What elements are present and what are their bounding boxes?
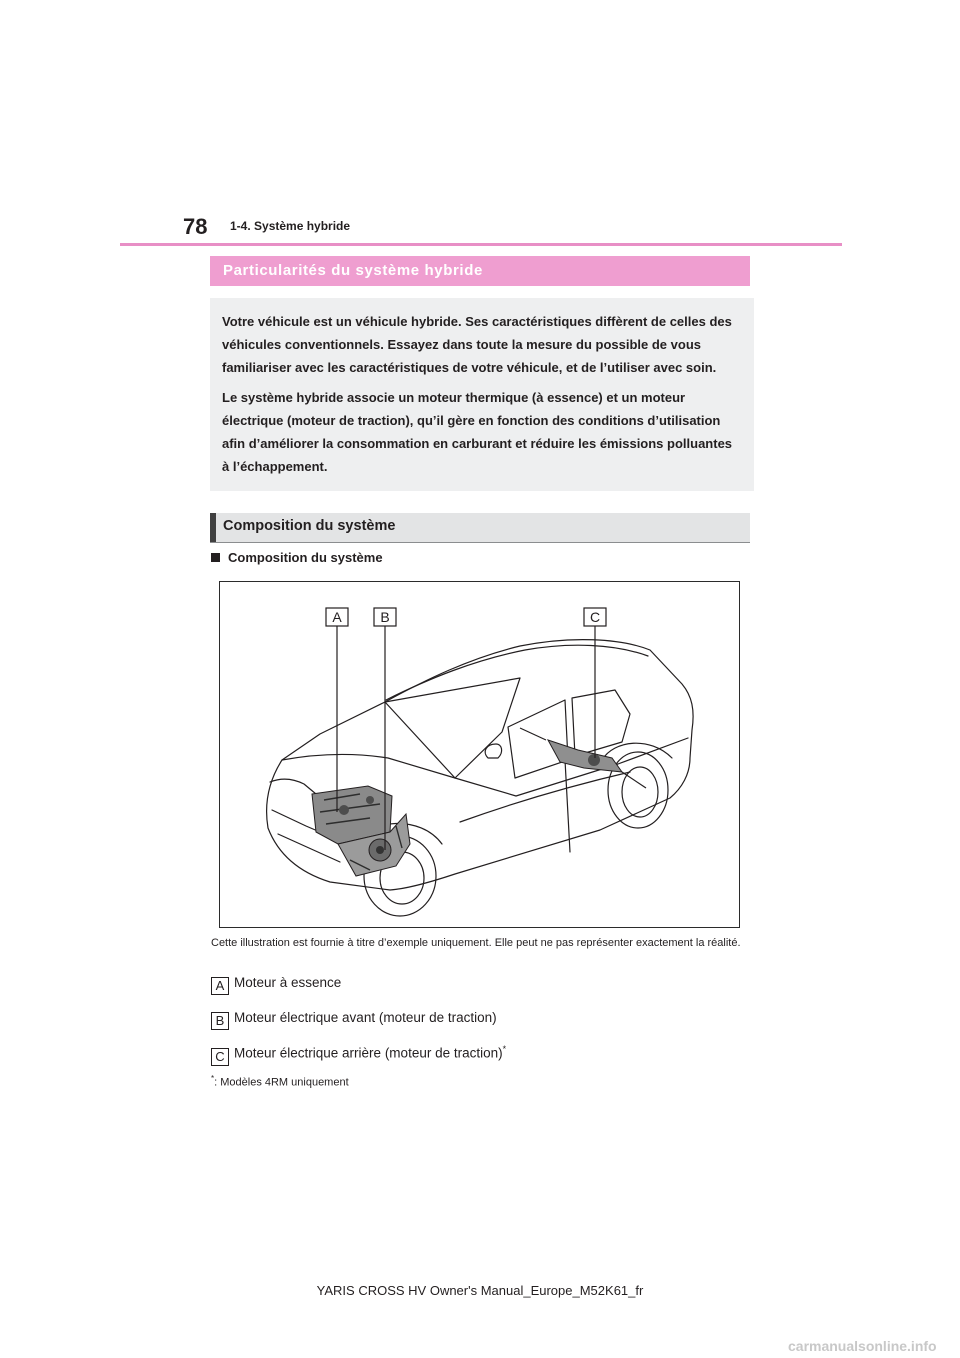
footnote	[211, 1074, 349, 1089]
watermark: carmanualsonline.info	[788, 1338, 937, 1354]
figure-caption: Cette illustration est fournie à titre d’exemple uniquement. Elle peut ne pas représenter exactement la réalité.	[211, 937, 741, 949]
legend-key-b: B	[211, 1012, 229, 1030]
intro-paragraph-1: Votre véhicule est un véhicule hybride. Ses caractéristiques diffèrent de celles des véhicules conventionnels. Essayez dans toute la mesure du possible de vous familiariser avec les caractéristiques de votre véhicule, et de l’utiliser avec soin.	[222, 314, 732, 376]
legend-text-b: Moteur électrique avant (moteur de traction)	[234, 1010, 497, 1025]
car-drawing	[220, 582, 739, 927]
system-illustration	[219, 581, 740, 928]
intro-box	[210, 298, 754, 491]
legend-footnote-mark: *	[502, 1044, 507, 1054]
footer-manual-id: YARIS CROSS HV Owner's Manual_Europe_M52K61_fr	[316, 1283, 644, 1298]
footnote-mark: *	[211, 1074, 215, 1083]
subheading	[211, 550, 383, 565]
header-rule	[120, 243, 842, 246]
label-box-a	[326, 608, 348, 626]
label-a-text: A	[332, 609, 342, 625]
legend-item-b	[211, 1010, 497, 1030]
label-b-text: B	[380, 609, 390, 625]
section-heading-composition-text: Composition du système	[223, 518, 396, 534]
section-heading-bar	[210, 513, 216, 542]
legend-item-c	[211, 1044, 506, 1066]
footnote-text: : Modèles 4RM uniquement	[214, 1076, 349, 1089]
legend-text-a: Moteur à essence	[234, 975, 342, 990]
intro-paragraph-2: Le système hybride associe un moteur thermique (à essence) et un moteur électrique (moteur de traction), qu’il gère en fonction des conditions d’utilisation afin d’améliorer la consommation en carburant et réduire les émissions polluantes à l’échappement.	[222, 389, 733, 475]
label-box-b	[374, 608, 396, 626]
rear-electric-motor-drawing	[520, 728, 646, 788]
section-heading-hybrid-text: Particularités du système hybride	[223, 262, 483, 279]
legend-key-c: C	[211, 1048, 229, 1066]
page-number: 78	[183, 214, 208, 239]
legend-key-a: A	[211, 977, 229, 995]
section-heading-composition	[210, 513, 750, 543]
square-bullet-icon	[211, 553, 220, 562]
label-box-c	[584, 608, 606, 626]
label-c-text: C	[589, 609, 601, 625]
section-heading-hybrid	[210, 256, 750, 286]
subheading-text: Composition du système	[228, 550, 383, 565]
legend-text-c: Moteur électrique arrière (moteur de traction)	[234, 1045, 503, 1061]
chapter-title: 1-4. Système hybride	[230, 219, 351, 233]
legend-item-a	[211, 975, 341, 995]
